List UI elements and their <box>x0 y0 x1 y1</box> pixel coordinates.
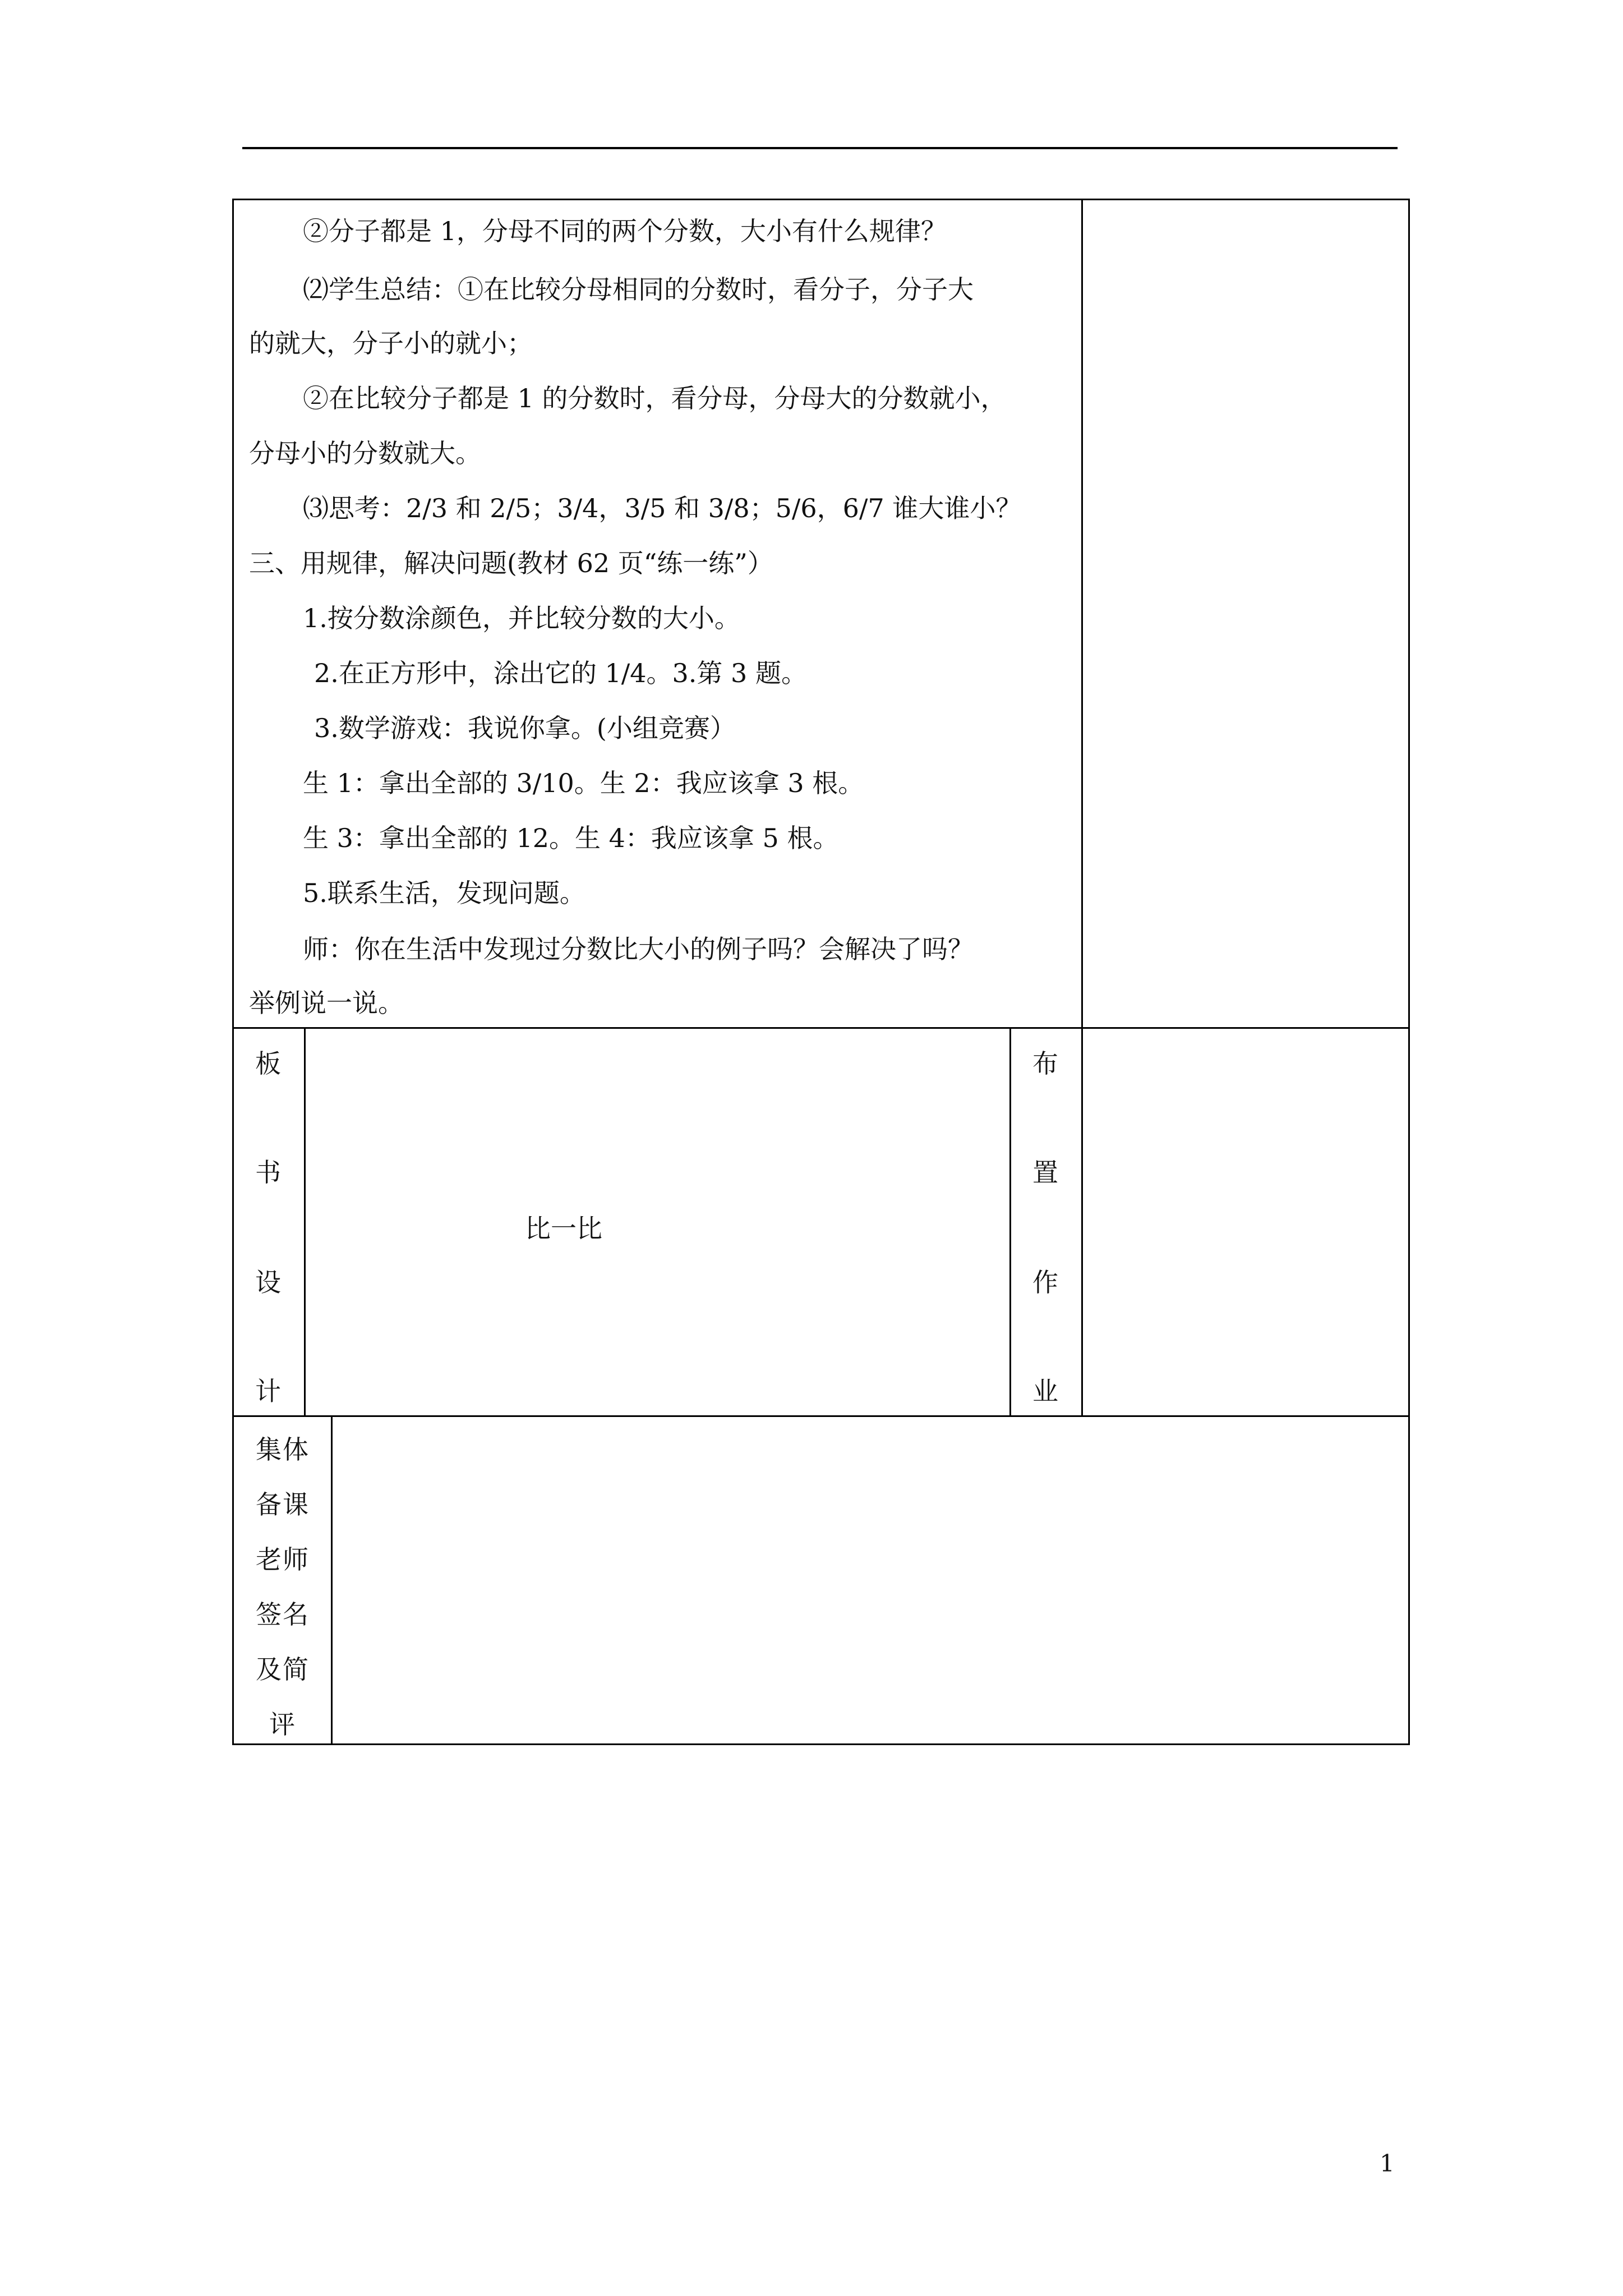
lesson-line: ②分子都是 1，分母不同的两个分数，大小有什么规律？ <box>303 216 947 246</box>
lesson-line: 举例说一说。 <box>249 988 404 1018</box>
signoff-label-line: 签名 <box>256 1599 310 1630</box>
board-design-label-char: 板 <box>255 1048 281 1079</box>
lesson-line: 师：你在生活中发现过分数比大小的例子吗？会解决了吗？ <box>303 934 974 964</box>
page-number: 1 <box>1380 2150 1395 2177</box>
signoff-label-line: 老师 <box>256 1544 310 1575</box>
lesson-line: ⑶思考：2/3 和 2/5；3/4，3/5 和 3/8；5/6，6/7 谁大谁小？ <box>303 493 1022 523</box>
header-rule <box>242 147 1398 149</box>
homework-label-char: 布 <box>1032 1048 1058 1079</box>
lesson-line: 生 3：拿出全部的 12。生 4：我应该拿 5 根。 <box>303 823 839 853</box>
signoff-label-line: 集体 <box>256 1434 310 1465</box>
homework-label-char: 作 <box>1032 1267 1058 1297</box>
lesson-line: 3.数学游戏：我说你拿。(小组竞赛） <box>314 713 736 743</box>
board-label-divider <box>304 1027 306 1417</box>
board-design-label-char: 书 <box>255 1157 281 1188</box>
signoff-table <box>232 1415 1410 1745</box>
lesson-line: 三、用规律，解决问题(教材 62 页“练一练”） <box>249 548 773 578</box>
lesson-line: 分母小的分数就大。 <box>249 438 481 468</box>
homework-label-char: 业 <box>1032 1376 1058 1406</box>
lesson-line: 1.按分数涂颜色，并比较分数的大小。 <box>303 603 740 633</box>
signoff-label-line: 及简 <box>256 1654 310 1685</box>
lesson-line: ②在比较分子都是 1 的分数时，看分母，分母大的分数就小， <box>303 383 1007 413</box>
homework-label-char: 置 <box>1032 1157 1058 1188</box>
lesson-line: ⑵学生总结：①在比较分母相同的分数时，看分子，分子大 <box>303 274 974 305</box>
board-content-divider <box>1009 1027 1011 1417</box>
signoff-label-line: 评 <box>269 1709 296 1740</box>
signoff-label-divider <box>331 1415 333 1745</box>
lesson-line: 的就大，分子小的就小； <box>249 328 533 358</box>
lesson-line: 2.在正方形中，涂出它的 1/4。3.第 3 题。 <box>314 658 807 688</box>
board-design-label-char: 计 <box>255 1376 281 1406</box>
lesson-line: 生 1：拿出全部的 3/10。生 2：我应该拿 3 根。 <box>303 768 864 798</box>
notes-column-divider <box>1081 199 1083 1029</box>
board-design-label-char: 设 <box>255 1267 281 1297</box>
homework-label-divider <box>1081 1027 1083 1417</box>
board-design-content: 比一比 <box>525 1213 602 1244</box>
lesson-line: 5.联系生活，发现问题。 <box>303 878 585 908</box>
signoff-label-line: 备课 <box>256 1489 310 1520</box>
board-design-table <box>232 1027 1410 1417</box>
